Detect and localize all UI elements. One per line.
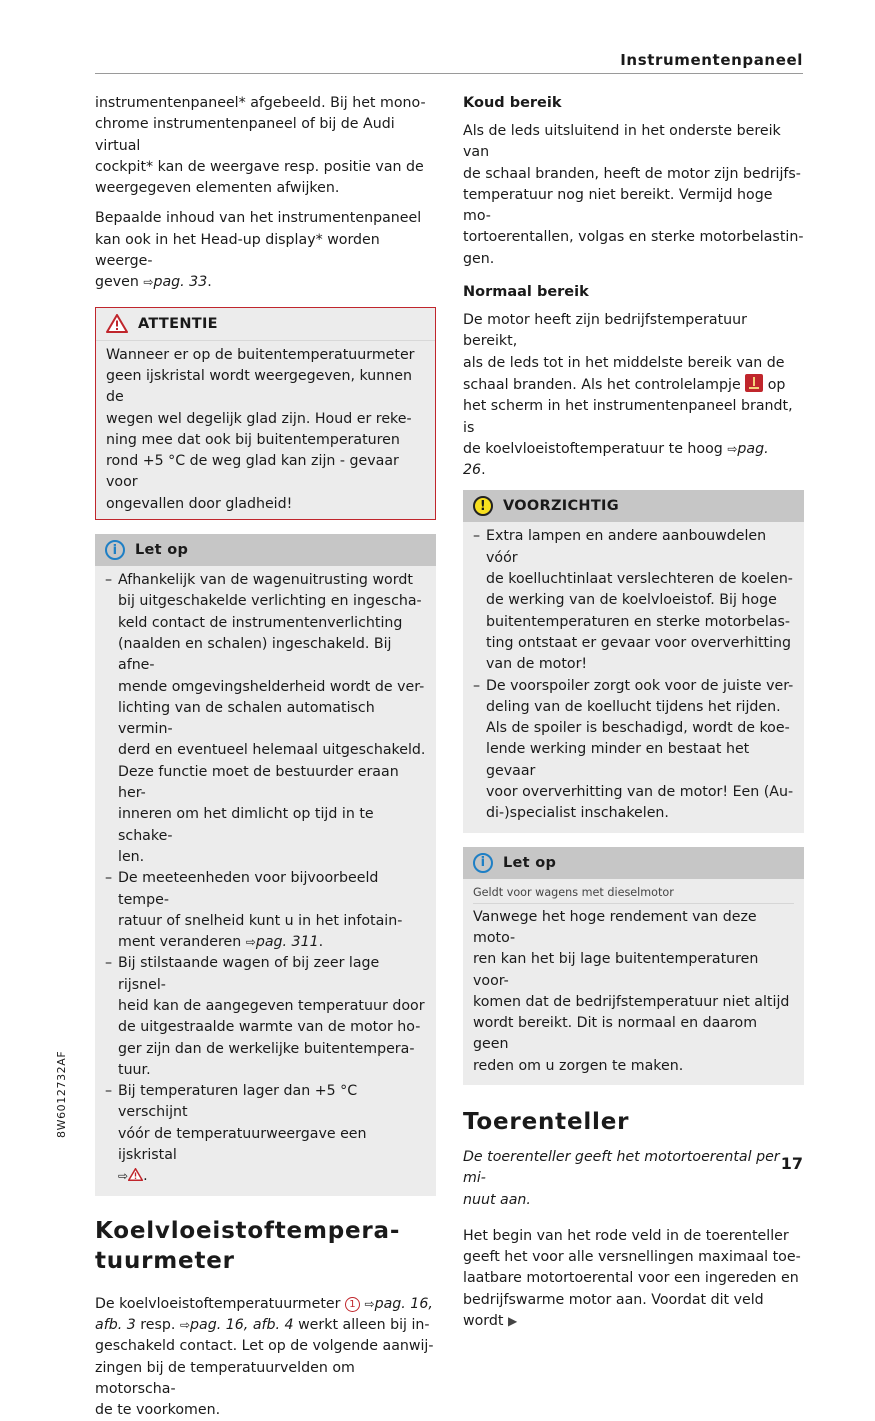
- reference-arrow-icon: ⇨: [118, 1169, 129, 1184]
- letop-box: [95, 534, 436, 1196]
- applicability-note: Geldt voor wagens met dieselmotor: [473, 883, 794, 904]
- page-reference[interactable]: pag. 16, afb. 4: [190, 1316, 294, 1333]
- koelvloeistof-paragraph: De koelvloeistoftemperatuurmeter 1 ⇨pag. 16, afb. 3 resp. ⇨pag. 16, afb. 4 werkt alleen bij in- geschakeld contact. Let op de volgende aanwij- zingen bij de temperatuurvelden om motorscha- de te voorkomen.: [95, 1295, 434, 1419]
- coolant-warning-lamp-icon: [745, 374, 763, 392]
- list-item: – De meeteenheden voor bijvoorbeeld tempe- ratuur of snelheid kunt u in het infotain- ment veranderen ⇨pag. 311.: [105, 868, 426, 953]
- caution-exclamation-icon: !: [473, 496, 493, 516]
- page-reference[interactable]: pag. 33: [153, 274, 208, 291]
- heading-koud-bereik: Koud bereik: [463, 95, 562, 111]
- voorzichtig-header: ! VOORZICHTIG: [463, 490, 804, 522]
- section-heading-koelvloeistof: Koelvloeistoftempera- tuurmeter: [95, 1217, 401, 1274]
- left-column: [95, 93, 436, 1421]
- reference-arrow-icon: ⇨: [179, 1317, 191, 1332]
- header-rule: [95, 73, 803, 74]
- page-reference[interactable]: pag. 16,: [374, 1295, 433, 1312]
- normaal-paragraph: De motor heeft zijn bedrijfstemperatuur bereikt, als de leds tot in het middelste bereik van de schaal branden. Als het controlelampje op het scherm in het instrumentenpaneel brandt, is de koelvloeistoftemperatuur te hoog ⇨pag. 26.: [463, 312, 793, 479]
- info-icon: i: [105, 540, 125, 560]
- intro-paragraph: instrumentenpaneel* afgebeeld. Bij het mono- chrome instrumentenpaneel of bij de Audi virtual cockpit* kan de weergave resp. positie van de weergegeven elementen afwijken.: [95, 95, 426, 197]
- page-reference[interactable]: pag. 311: [255, 934, 319, 951]
- reference-arrow-icon: ⇨: [245, 935, 256, 950]
- letop-diesel-box: [463, 847, 804, 1085]
- attentie-body: Wanneer er op de buitentemperatuurmeter geen ijskristal wordt weergegeven, kunnen de wegen wel degelijk glad zijn. Houd er reke- ning mee dat ook bij buitentemperaturen rond +5 °C de weg glad kan zijn - gevaar voor ongevallen door gladheid!: [96, 341, 435, 519]
- list-item: – Extra lampen en andere aanbouwdelen vóór de koelluchtinlaat verslechteren de koelen- de werking van de koelvloeistof. Bij hoge buitentemperaturen en sterke motorbelas- ting ontstaat er gevaar voor oververhitting van de motor!: [473, 526, 794, 675]
- list-item: – Afhankelijk van de wagenuitrusting wordt bij uitgeschakelde verlichting en ingescha- keld contact de instrumentenverlichting (naalden en schalen) ingeschakeld. Bij afne- mende omgevingshelderheid wordt de ver- lichting van de schalen automatisch vermin- derd en eventueel helemaal uitgeschakeld. Deze functie moet de bestuurder eraan her- inneren om het dimlicht op tijd in te schake- len.: [105, 570, 426, 868]
- attentie-header: ATTENTIE: [96, 308, 435, 341]
- callout-number: 1: [345, 1297, 360, 1312]
- list-item: – De voorspoiler zorgt ook voor de juiste ver- deling van de koellucht tijdens het rijden. Als de spoiler is beschadigd, wordt de koe- lende werking minder en bestaat het gevaar voor oververhitting van de motor! Een (Au- di-)specialist inschakelen.: [473, 676, 794, 825]
- info-icon: i: [473, 853, 493, 873]
- attentie-box: [95, 307, 436, 520]
- section-heading-toerenteller: Toerenteller: [463, 1108, 630, 1135]
- toerenteller-lead: De toerenteller geeft het motortoerental per mi- nuut aan.: [463, 1148, 780, 1208]
- reference-arrow-icon: ⇨: [364, 1296, 375, 1311]
- list-item: – Bij temperaturen lager dan +5 °C verschijnt vóór de temperatuurweergave een ijskristal ⇨ .: [105, 1081, 426, 1187]
- warning-triangle-icon[interactable]: [128, 1168, 143, 1184]
- voorzichtig-box: [463, 490, 804, 832]
- page-number: 17: [780, 1154, 803, 1173]
- document-code: 8W6012732AF: [55, 1050, 68, 1138]
- letop-diesel-header: i Let op: [463, 847, 804, 879]
- voorzichtig-body: [463, 522, 804, 832]
- continue-arrow-icon: ▶: [507, 1314, 518, 1329]
- running-header: Instrumentenpaneel: [620, 51, 803, 69]
- warning-triangle-icon: [106, 314, 128, 333]
- page-reference[interactable]: 26: [463, 462, 482, 479]
- heading-normaal-bereik: Normaal bereik: [463, 284, 589, 301]
- letop-header: i Let op: [95, 534, 436, 566]
- koud-paragraph: Als de leds uitsluitend in het onderste bereik van de schaal branden, heeft de motor zijn bedrijfs- temperatuur nog niet bereikt. Vermijd hoge mo- tortoerentallen, volgas en sterke motorbelastin- gen.: [463, 123, 804, 267]
- reference-arrow-icon: ⇨: [143, 275, 154, 290]
- toerenteller-paragraph: Het begin van het rode veld in de toerenteller geeft het voor alle versnellingen maximaal toe- laatbare motortoerental voor een ingereden en bedrijfswarme motor aan. Voordat dit veld wordt ▶: [463, 1227, 801, 1330]
- headup-paragraph: Bepaalde inhoud van het instrumentenpaneel kan ook in het Head-up display* worden weerge- geven ⇨pag. 33.: [95, 210, 422, 291]
- letop-diesel-body: Geldt voor wagens met dieselmotor Vanwege het hoge rendement van deze moto- ren kan het bij lage buitentemperaturen voor- komen dat de bedrijfstemperatuur niet altijd wordt bereikt. Dit is normaal en daarom geen reden om u zorgen te maken.: [463, 879, 804, 1085]
- reference-arrow-icon: ⇨: [727, 441, 738, 456]
- letop-body: [95, 566, 436, 1196]
- list-item: – Bij stilstaande wagen of bij zeer lage rijsnel- heid kan de aangegeven temperatuur door de uitgestraalde warmte van de motor ho- ger zijn dan de werkelijke buitentempera- tuur.: [105, 953, 426, 1081]
- right-column: [463, 93, 804, 1332]
